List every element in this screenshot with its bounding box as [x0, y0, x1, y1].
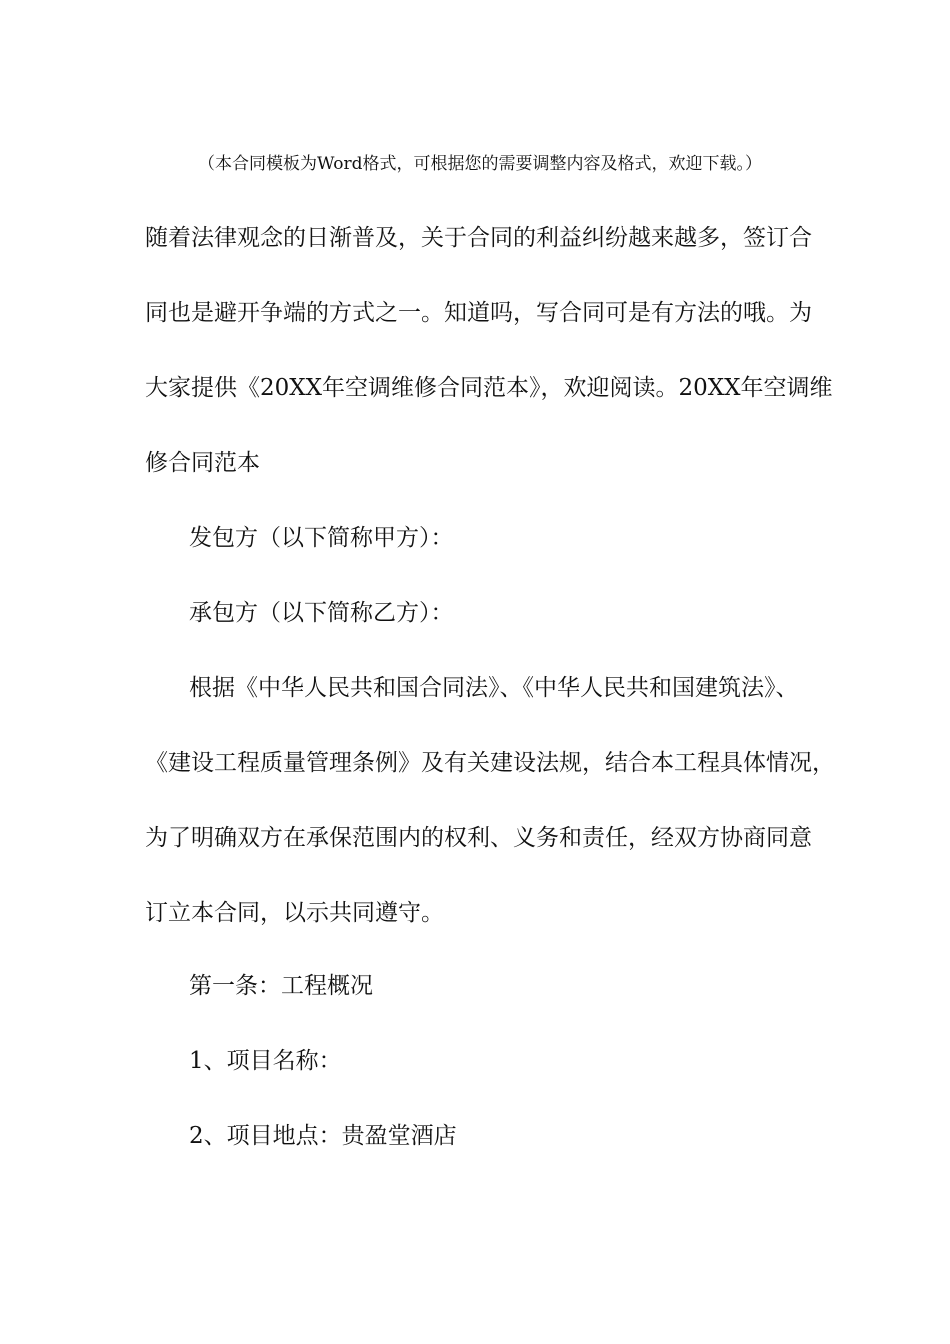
template-note: （本合同模板为Word格式，可根据您的需要调整内容及格式，欢迎下载。）: [197, 154, 763, 174]
intro-line-3: 大家提供《20XX年空调维修合同范本》，欢迎阅读。20XX年空调维: [145, 375, 833, 401]
intro-line-1: 随着法律观念的日渐普及，关于合同的利益纠纷越来越多，签订合: [145, 225, 812, 251]
project-location-line: 2、项目地点：贵盈堂酒店: [189, 1123, 457, 1149]
party-b-line: 承包方（以下简称乙方）：: [189, 600, 454, 626]
basis-line-4: 订立本合同，以示共同遵守。: [145, 900, 444, 926]
basis-line-3: 为了明确双方在承保范围内的权利、义务和责任，经双方协商同意: [145, 825, 812, 851]
basis-line-1: 根据《中华人民共和国合同法》、《中华人民共和国建筑法》、: [189, 675, 799, 701]
project-name-line: 1、项目名称：: [189, 1048, 342, 1074]
intro-line-2: 同也是避开争端的方式之一。知道吗，写合同可是有方法的哦。为: [145, 300, 812, 326]
intro-line-4: 修合同范本: [145, 450, 260, 476]
article-one-heading: 第一条：工程概况: [189, 973, 373, 999]
basis-line-2: 《建设工程质量管理条例》及有关建设法规，结合本工程具体情况，: [145, 750, 835, 776]
party-a-line: 发包方（以下简称甲方）：: [189, 525, 454, 551]
